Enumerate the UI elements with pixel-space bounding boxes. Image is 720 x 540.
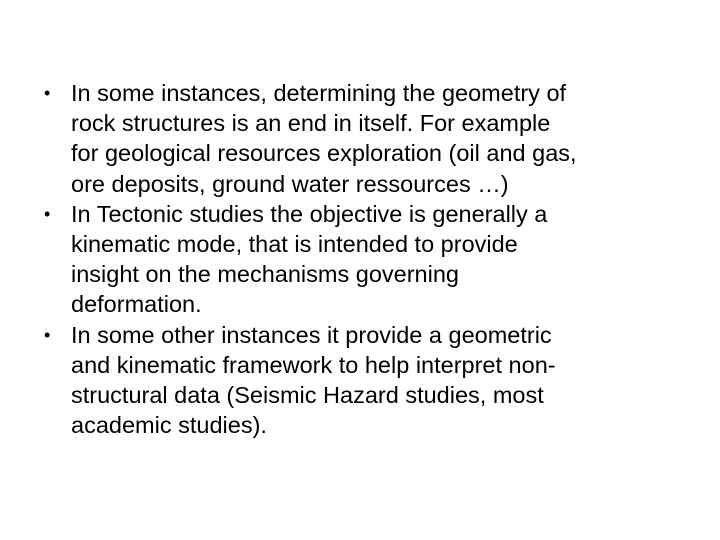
- bullet-text-line: insight on the mechanisms governing: [71, 261, 459, 288]
- bullet-item-framework: [44, 320, 684, 441]
- bullet-text-line: rock structures is an end in itself. For example: [71, 110, 551, 137]
- bullet-list: [44, 78, 684, 440]
- bullet-text-line: academic studies).: [71, 412, 267, 439]
- bullet-marker: •: [44, 324, 51, 345]
- bullet-text-line: deformation.: [71, 291, 202, 318]
- bullet-item-resources: [44, 78, 684, 199]
- bullet-marker: •: [44, 203, 51, 224]
- bullet-text-line: structural data (Seismic Hazard studies, most: [71, 382, 544, 409]
- bullet-item-tectonic: [44, 199, 684, 320]
- bullet-marker: •: [44, 83, 51, 103]
- bullet-text-line: for geological resources exploration (oil and gas,: [71, 140, 577, 167]
- bullet-text-line: In some instances, determining the geometry of: [71, 80, 567, 106]
- bullet-text-line: ore deposits, ground water ressources …): [71, 170, 509, 197]
- bullet-text-line: and kinematic framework to help interpret non-: [71, 351, 556, 378]
- bullet-text-line: In some other instances it provide a geometric: [71, 321, 552, 348]
- bullet-text-line: kinematic mode, that is intended to provide: [71, 231, 518, 258]
- bullet-text-line: In Tectonic studies the objective is generally a: [71, 200, 548, 227]
